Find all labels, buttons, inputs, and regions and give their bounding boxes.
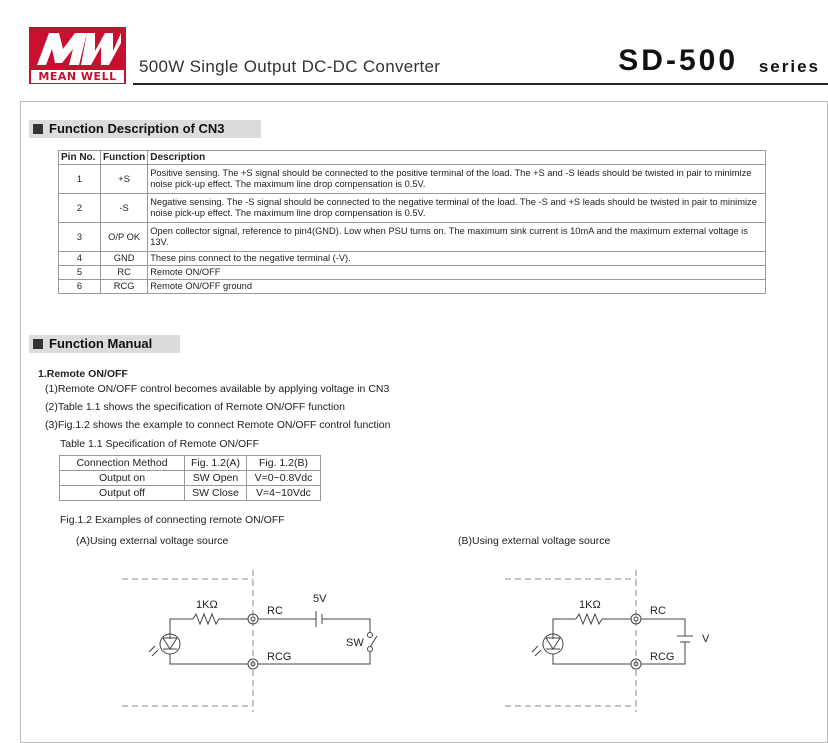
spec-cell: SW Open — [185, 471, 247, 486]
pin-number: 2 — [59, 194, 101, 223]
figure-a-caption: (A)Using external voltage source — [76, 535, 229, 547]
switch-label: SW — [346, 637, 364, 649]
section-manual-title: Function Manual — [49, 336, 153, 351]
pin-function: GND — [101, 252, 148, 266]
diode-symbol-icon — [546, 638, 560, 649]
pin-description: Remote ON/OFF ground — [148, 280, 766, 294]
table-caption: Table 1.1 Specification of Remote ON/OFF — [60, 438, 260, 450]
pin-function: O/P OK — [101, 223, 148, 252]
remote-onoff-heading: 1.Remote ON/OFF — [38, 368, 128, 380]
product-title: 500W Single Output DC-DC Converter — [139, 57, 441, 76]
rcg-label: RCG — [267, 651, 292, 663]
figure-b-caption: (B)Using external voltage source — [458, 535, 611, 547]
spec-cell: SW Close — [185, 486, 247, 501]
col-header-pin: Pin No. — [59, 151, 101, 165]
pin-function: -S — [101, 194, 148, 223]
col-header-function: Function — [101, 151, 148, 165]
rc-label: RC — [267, 605, 283, 617]
manual-item-2: (2)Table 1.1 shows the specification of Remote ON/OFF function — [45, 401, 345, 413]
source-voltage-label: 5V — [313, 593, 327, 605]
section-cn3-title: Function Description of CN3 — [49, 121, 225, 136]
figure-caption: Fig.1.2 Examples of connecting remote ON/OFF — [60, 514, 285, 526]
col-header-fig-b: Fig. 1.2(B) — [247, 456, 321, 471]
logo-wordmark: MEAN WELL — [31, 70, 124, 83]
pin-number: 6 — [59, 280, 101, 294]
rc-label: RC — [650, 605, 666, 617]
light-emission-arrows-icon — [532, 646, 541, 656]
rcg-label: RCG — [650, 651, 675, 663]
pin-number: 4 — [59, 252, 101, 266]
pin-function: RC — [101, 266, 148, 280]
manual-item-3: (3)Fig.1.2 shows the example to connect Remote ON/OFF control function — [45, 419, 391, 431]
source-voltage-label: V — [702, 633, 710, 645]
pin-number: 5 — [59, 266, 101, 280]
pin-function: RCG — [101, 280, 148, 294]
col-header-description: Description — [148, 151, 766, 165]
series-suffix: series — [758, 57, 820, 76]
spec-cell: V=4~10Vdc — [247, 486, 321, 501]
pin-number: 3 — [59, 223, 101, 252]
resistor-label: 1KΩ — [579, 599, 601, 611]
spec-cell: Output on — [60, 471, 185, 486]
series-model: SD-500 — [618, 44, 738, 77]
spec-cell: V=0~0.8Vdc — [247, 471, 321, 486]
pin-description: Negative sensing. The -S signal should be connected to the negative terminal of the load. The -S and +S leads should be twisted in pair to minimize noise pick-up effect. The maximum line drop compensation is 0.5V. — [148, 194, 766, 223]
col-header-method: Connection Method — [60, 456, 185, 471]
pin-description: Remote ON/OFF — [148, 266, 766, 280]
pin-function: +S — [101, 165, 148, 194]
pin-description: These pins connect to the negative terminal (-V). — [148, 252, 766, 266]
resistor-label: 1KΩ — [196, 599, 218, 611]
resistor-zigzag-icon — [576, 614, 602, 624]
col-header-fig-a: Fig. 1.2(A) — [185, 456, 247, 471]
spec-cell: Output off — [60, 486, 185, 501]
manual-item-1: (1)Remote ON/OFF control becomes available by applying voltage in CN3 — [45, 383, 390, 395]
pin-description: Open collector signal, reference to pin4(GND). Low when PSU turns on. The maximum sink current is 10mA and the maximum external voltage is 13V. — [148, 223, 766, 252]
pin-description: Positive sensing. The +S signal should be connected to the positive terminal of the load. The +S and -S leads should be twisted in pair to minimize noise pick-up effect. The maximum line drop compensation is 0.5V. — [148, 165, 766, 194]
pin-number: 1 — [59, 165, 101, 194]
